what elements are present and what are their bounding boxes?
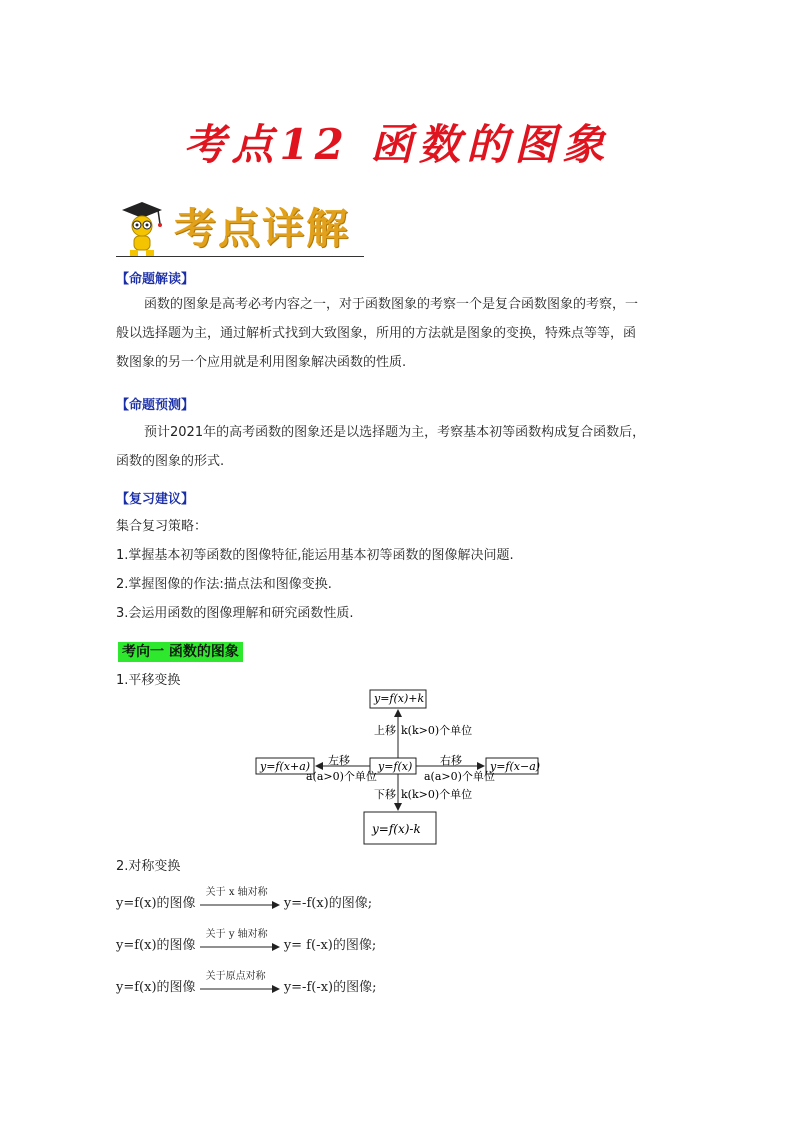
review-label: 【复习建议】 [116,492,195,507]
translation-heading: 1.平移变换 [116,673,181,688]
review-intro: 集合复习策略： [116,519,208,534]
scholar-mascot-icon [116,200,172,258]
symmetry-condition: 关于 y 轴对称 [205,928,268,940]
top-formula: y=f(x)+k [374,692,425,705]
right-formula: y=f(x−a) [490,760,541,773]
review-item: 2.掌握图像的作法:描点法和图像变换. [116,577,332,592]
right-condition: a(a>0)个单位 [424,770,495,783]
interpretation-line: 函数的图象是高考必考内容之一，对于函数图象的考察一个是复合函数图象的考察，一 [144,297,639,312]
section-divider [116,256,364,257]
symmetry-arrow [200,928,280,953]
symmetry-heading: 2.对称变换 [116,859,181,874]
right-label: 右移 [440,754,462,767]
interpretation-text [116,290,696,377]
up-label: 上移 [374,724,396,737]
symmetry-row [116,886,373,911]
center-formula: y=f(x) [378,760,413,773]
symmetry-from: y=f(x)的图像 [116,980,196,995]
symmetry-condition: 关于原点对称 [205,970,266,982]
up-condition: k(k>0)个单位 [401,724,473,737]
down-label: 下移 [374,788,396,801]
symmetry-row [116,928,377,953]
prediction-label: 【命题预测】 [116,398,195,413]
topic-heading: 考向一 函数的图象 [118,642,243,662]
left-label: 左移 [328,754,350,767]
interpretation-line: 般以选择题为主，通过解析式找到大致图象，所用的方法就是图象的变换，特殊点等等，函 [116,326,637,341]
symmetry-to: y=-f(-x)的图像; [283,980,377,995]
prediction-line: 预计2021年的高考函数的图象还是以选择题为主，考察基本初等函数构成复合函数后， [144,425,646,440]
interpretation-label: 【命题解读】 [116,272,195,287]
prediction-text [116,418,696,476]
section-heading: 考点详解 [174,204,351,253]
interpretation-line: 数图象的另一个应用就是利用图象解决函数的性质. [116,355,407,370]
prediction-line: 函数的图象的形式. [116,454,225,469]
left-formula: y=f(x+a) [260,760,311,773]
review-list [116,512,716,628]
symmetry-from: y=f(x)的图像 [116,896,196,911]
symmetry-arrow [200,970,280,995]
symmetry-to: y=-f(x)的图像; [283,896,373,911]
review-item: 3.会运用函数的图像理解和研究函数性质. [116,606,354,621]
page-title: 考点12 函数的图象 [183,120,611,169]
review-item: 1.掌握基本初等函数的图像特征,能运用基本初等函数的图像解决问题. [116,548,514,563]
down-condition: k(k>0)个单位 [401,788,473,801]
bottom-formula: y=f(x)-k [372,822,421,836]
symmetry-row [116,970,377,995]
symmetry-to: y= f(-x)的图像; [283,938,377,953]
symmetry-condition: 关于 x 轴对称 [205,886,268,898]
symmetry-from: y=f(x)的图像 [116,938,196,953]
left-condition: a(a>0)个单位 [306,770,377,783]
symmetry-arrow [200,886,280,911]
